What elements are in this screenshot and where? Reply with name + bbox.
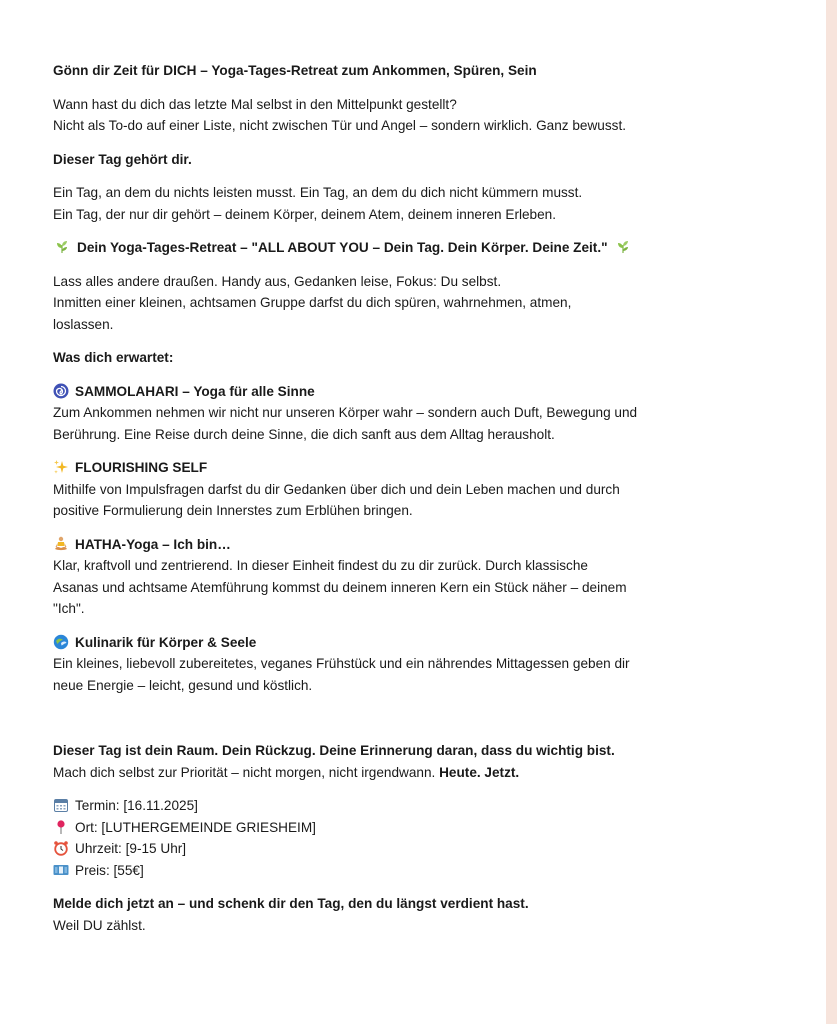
intro-line: Nicht als To-do auf einer Liste, nicht zwischen Tür und Angel – sondern wirklich. Ganz bewusst.	[53, 118, 626, 133]
herb-icon	[616, 240, 630, 254]
detail-date: Termin: [16.11.2025]	[53, 795, 753, 817]
day-line: Ein Tag, der nur dir gehört – deinem Körper, deinem Atem, deinem inneren Erleben.	[53, 206, 557, 222]
expect-heading: Was dich erwartet:	[53, 350, 174, 365]
detail-price: Preis: [55€]	[53, 860, 753, 882]
detail-location: Ort: [LUTHERGEMEINDE GRIESHEIM]	[53, 817, 753, 839]
section-line: Asanas und achtsame Atemführung kommst du deinem inneren Kern ein Stück näher – deinem	[53, 579, 627, 595]
spacer	[53, 708, 753, 740]
event-details	[53, 795, 753, 881]
closing-paragraph	[53, 740, 753, 783]
day-paragraph	[53, 182, 753, 225]
section-line: Mithilfe von Impulsfragen darfst du dir Gedanken über dich und dein Leben machen und durch	[53, 481, 620, 497]
sparkles-icon	[53, 459, 69, 475]
pushpin-icon	[53, 819, 69, 835]
program-section	[53, 457, 753, 522]
closing-line: Mach dich selbst zur Priorität – nicht morgen, nicht irgendwann. Heute. Jetzt.	[53, 764, 520, 780]
section-line: Ein kleines, liebevoll zubereitetes, veganes Frühstück und ein nährendes Mittagessen geben dir	[53, 656, 630, 671]
program-section	[53, 381, 753, 446]
section-line: "Ich".	[53, 601, 85, 616]
retreat-heading-text: Dein Yoga-Tages-Retreat – "ALL ABOUT YOU – Dein Tag. Dein Körper. Deine Zeit."	[77, 240, 608, 255]
retreat-line: loslassen.	[53, 316, 114, 332]
side-strip	[826, 0, 837, 1024]
day-line: Ein Tag, an dem du nichts leisten musst. Ein Tag, an dem du dich nicht kümmern musst.	[53, 185, 583, 200]
retreat-heading	[53, 237, 753, 259]
document-title: Gönn dir Zeit für DICH – Yoga-Tages-Retreat zum Ankommen, Spüren, Sein	[53, 63, 537, 78]
cyclone-icon	[53, 383, 69, 399]
alarm-clock-icon	[53, 840, 69, 856]
intro-line: Wann hast du dich das letzte Mal selbst in den Mittelpunkt gestellt?	[53, 96, 457, 112]
section-title: HATHA-Yoga – Ich bin…	[53, 534, 753, 556]
section-title: FLOURISHING SELF	[53, 457, 753, 479]
euro-banknote-icon	[53, 862, 69, 878]
section-title: Kulinarik für Körper & Seele	[53, 632, 753, 654]
cta-bold-line: Melde dich jetzt an – und schenk dir den Tag, den du längst verdient hast.	[53, 896, 529, 911]
section-title: SAMMOLAHARI – Yoga für alle Sinne	[53, 381, 753, 403]
section-line: positive Formulierung dein Innerstes zum Erblühen bringen.	[53, 503, 413, 518]
document-body	[53, 60, 753, 936]
section-line: neue Energie – leicht, gesund und köstlich.	[53, 677, 313, 693]
cta-line: Weil DU zählst.	[53, 917, 146, 933]
section-line: Klar, kraftvoll und zentrierend. In dieser Einheit findest du zu dir zurück. Durch klassische	[53, 558, 588, 573]
retreat-line: Inmitten einer kleinen, achtsamen Gruppe darfst du dich spüren, wahrnehmen, atmen,	[53, 295, 572, 310]
intro-paragraph	[53, 94, 753, 137]
lotus-position-icon	[53, 536, 69, 552]
calendar-icon	[53, 797, 69, 813]
retreat-paragraph	[53, 271, 753, 336]
program-section	[53, 534, 753, 620]
program-section	[53, 632, 753, 697]
retreat-line: Lass alles andere draußen. Handy aus, Gedanken leise, Fokus: Du selbst.	[53, 273, 502, 289]
section-line: Zum Ankommen nehmen wir nicht nur unseren Körper wahr – sondern auch Duft, Bewegung und	[53, 405, 638, 420]
closing-bold-line: Dieser Tag ist dein Raum. Dein Rückzug. Deine Erinnerung daran, dass du wichtig bist.	[53, 743, 615, 758]
section-line: Berührung. Eine Reise durch deine Sinne, die dich sanft aus dem Alltag herausholt.	[53, 426, 555, 442]
herb-icon	[55, 240, 69, 254]
subheading: Dieser Tag gehört dir.	[53, 151, 192, 167]
call-to-action	[53, 893, 753, 936]
salad-icon	[53, 634, 69, 650]
detail-time: Uhrzeit: [9-15 Uhr]	[53, 838, 753, 860]
